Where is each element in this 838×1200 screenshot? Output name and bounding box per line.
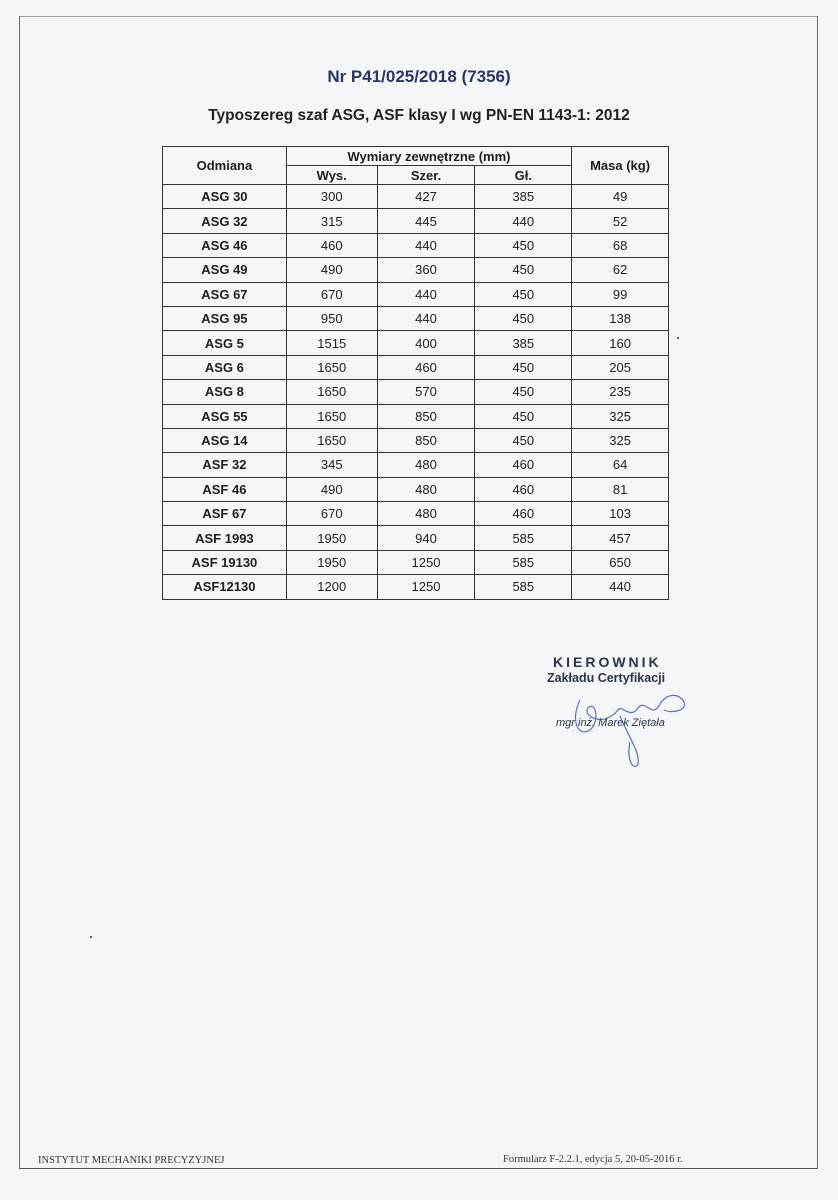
cell-height: 1515: [286, 331, 377, 355]
cell-mass: 205: [572, 355, 669, 379]
footer-institute: INSTYTUT MECHANIKI PRECYZYJNEJ: [38, 1155, 225, 1166]
cell-depth: 585: [475, 526, 572, 550]
table-row: [163, 404, 669, 428]
cell-mass: 138: [572, 306, 669, 330]
specification-table: [162, 146, 669, 600]
cell-variant: ASG 6: [163, 355, 287, 379]
cell-variant: ASF 67: [163, 502, 287, 526]
table-header-row: [163, 147, 669, 166]
cell-width: 850: [377, 404, 475, 428]
cell-variant: ASG 95: [163, 306, 287, 330]
cell-variant: ASF 32: [163, 453, 287, 477]
cell-mass: 440: [572, 575, 669, 599]
cell-width: 440: [377, 233, 475, 257]
cell-depth: 460: [475, 453, 572, 477]
cell-depth: 450: [475, 306, 572, 330]
cell-height: 670: [286, 282, 377, 306]
header-variant: Odmiana: [163, 147, 287, 185]
cell-depth: 440: [475, 209, 572, 233]
footer-form-info: Formularz F-2.2.1, edycja 5, 20-05-2016 r.: [503, 1154, 683, 1165]
cell-width: 445: [377, 209, 475, 233]
header-width: Szer.: [377, 166, 475, 185]
cell-depth: 385: [475, 185, 572, 209]
cell-depth: 585: [475, 575, 572, 599]
cell-width: 360: [377, 258, 475, 282]
cell-mass: 64: [572, 453, 669, 477]
cell-depth: 450: [475, 233, 572, 257]
cell-height: 315: [286, 209, 377, 233]
signature-title: KIEROWNIK: [553, 654, 662, 670]
table-row: [163, 355, 669, 379]
cell-variant: ASF 19130: [163, 550, 287, 574]
footer-rule: [19, 1168, 817, 1169]
cell-height: 1200: [286, 575, 377, 599]
table-row: [163, 428, 669, 452]
cell-depth: 385: [475, 331, 572, 355]
cell-depth: 450: [475, 282, 572, 306]
cell-height: 490: [286, 258, 377, 282]
header-depth: Gł.: [475, 166, 572, 185]
cell-width: 1250: [377, 550, 475, 574]
table-row: [163, 526, 669, 550]
scan-speck: [677, 337, 679, 339]
cell-mass: 103: [572, 502, 669, 526]
cell-depth: 450: [475, 355, 572, 379]
cell-variant: ASG 14: [163, 428, 287, 452]
cell-width: 427: [377, 185, 475, 209]
cell-variant: ASG 8: [163, 380, 287, 404]
header-height: Wys.: [286, 166, 377, 185]
cell-variant: ASG 46: [163, 233, 287, 257]
table-row: [163, 575, 669, 599]
cell-variant: ASG 49: [163, 258, 287, 282]
cell-height: 1950: [286, 550, 377, 574]
cell-height: 670: [286, 502, 377, 526]
cell-mass: 235: [572, 380, 669, 404]
cell-variant: ASG 32: [163, 209, 287, 233]
cell-height: 1650: [286, 404, 377, 428]
document-subtitle: Typoszereg szaf ASG, ASF klasy I wg PN-EN 1143-1: 2012: [208, 107, 630, 124]
cell-width: 480: [377, 502, 475, 526]
cell-mass: 99: [572, 282, 669, 306]
cell-depth: 450: [475, 404, 572, 428]
table-row: [163, 306, 669, 330]
cell-mass: 49: [572, 185, 669, 209]
table-row: [163, 209, 669, 233]
cell-height: 1650: [286, 428, 377, 452]
header-dimensions: Wymiary zewnętrzne (mm): [286, 147, 571, 166]
cell-width: 480: [377, 477, 475, 501]
cell-width: 480: [377, 453, 475, 477]
scan-speck: [90, 936, 92, 938]
cell-height: 490: [286, 477, 377, 501]
cell-variant: ASG 67: [163, 282, 287, 306]
document-number: Nr P41/025/2018 (7356): [327, 67, 511, 86]
cell-width: 460: [377, 355, 475, 379]
cell-depth: 450: [475, 258, 572, 282]
table-row: [163, 502, 669, 526]
cell-variant: ASG 5: [163, 331, 287, 355]
cell-mass: 68: [572, 233, 669, 257]
table-row: [163, 477, 669, 501]
cell-mass: 81: [572, 477, 669, 501]
cell-height: 345: [286, 453, 377, 477]
cell-variant: ASF 46: [163, 477, 287, 501]
cell-depth: 460: [475, 502, 572, 526]
cell-width: 850: [377, 428, 475, 452]
table-body: [163, 185, 669, 600]
cell-width: 1250: [377, 575, 475, 599]
cell-width: 440: [377, 306, 475, 330]
cell-height: 300: [286, 185, 377, 209]
cell-mass: 325: [572, 404, 669, 428]
table-row: [163, 453, 669, 477]
header-mass: Masa (kg): [572, 147, 669, 185]
cell-depth: 450: [475, 428, 572, 452]
cell-depth: 450: [475, 380, 572, 404]
cell-mass: 325: [572, 428, 669, 452]
cell-height: 1650: [286, 380, 377, 404]
cell-variant: ASG 55: [163, 404, 287, 428]
table-row: [163, 331, 669, 355]
cell-height: 1950: [286, 526, 377, 550]
cell-width: 440: [377, 282, 475, 306]
cell-height: 1650: [286, 355, 377, 379]
cell-width: 940: [377, 526, 475, 550]
cell-mass: 650: [572, 550, 669, 574]
table-row: [163, 233, 669, 257]
table-row: [163, 258, 669, 282]
cell-mass: 457: [572, 526, 669, 550]
cell-depth: 460: [475, 477, 572, 501]
table-row: [163, 282, 669, 306]
cell-mass: 160: [572, 331, 669, 355]
table-row: [163, 380, 669, 404]
cell-width: 400: [377, 331, 475, 355]
cell-width: 570: [377, 380, 475, 404]
cell-variant: ASF 1993: [163, 526, 287, 550]
cell-variant: ASG 30: [163, 185, 287, 209]
signatory-name: mgr inż. Marek Ziętała: [556, 717, 665, 729]
signature-department: Zakładu Certyfikacji: [547, 671, 666, 685]
cell-depth: 585: [475, 550, 572, 574]
cell-mass: 52: [572, 209, 669, 233]
table-row: [163, 185, 669, 209]
table-row: [163, 550, 669, 574]
cell-mass: 62: [572, 258, 669, 282]
cell-variant: ASF12130: [163, 575, 287, 599]
cell-height: 950: [286, 306, 377, 330]
cell-height: 460: [286, 233, 377, 257]
